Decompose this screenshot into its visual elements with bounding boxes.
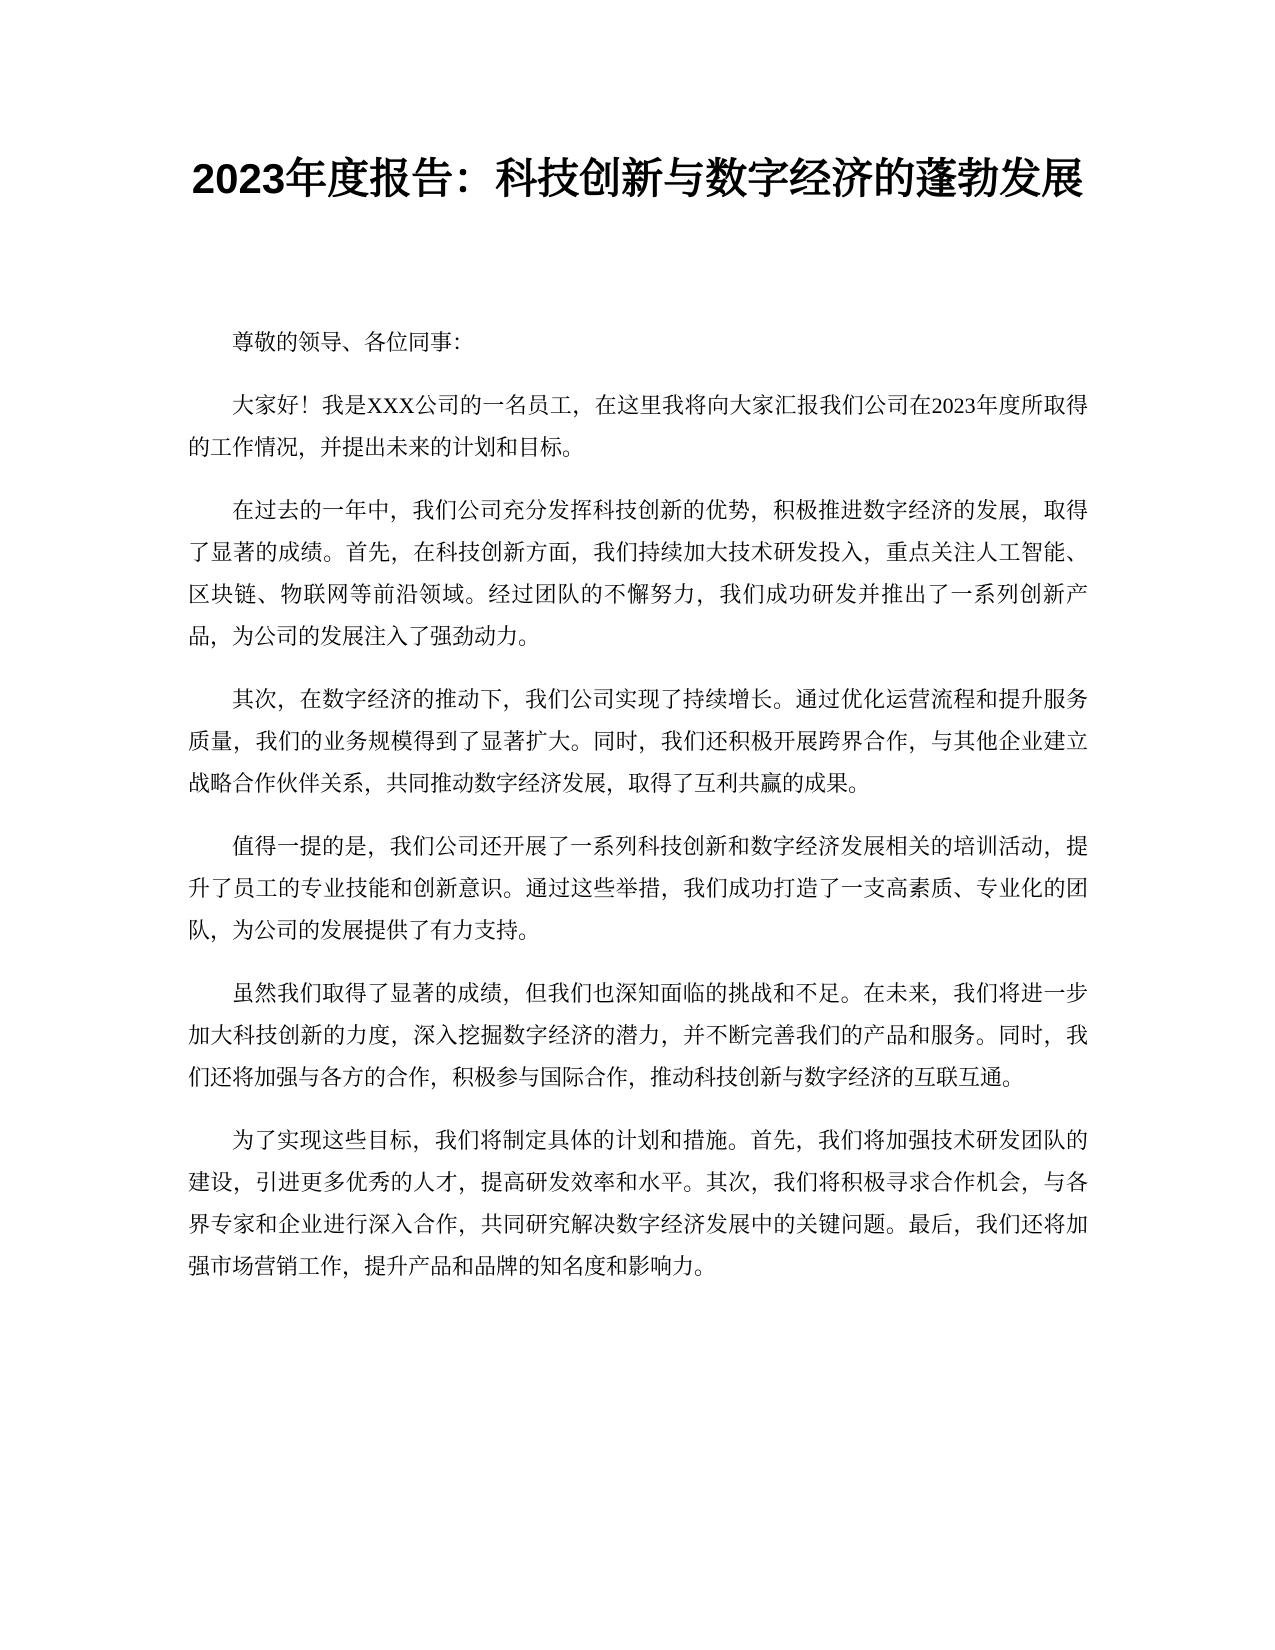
salutation-paragraph: 尊敬的领导、各位同事： (232, 330, 475, 355)
greeting-paragraph: 大家好！我是XXX公司的一名员工，在这里我将向大家汇报我们公司在2023年度所取得的工作情况，并提出未来的计划和目标。 (188, 393, 1088, 460)
document-body (188, 322, 1088, 1309)
document-title: 2023年度报告：科技创新与数字经济的蓬勃发展 (191, 155, 1084, 202)
training-paragraph: 值得一提的是，我们公司还开展了一系列科技创新和数字经济发展相关的培训活动，提升了员工的专业技能和创新意识。通过这些举措，我们成功打造了一支高素质、专业化的团队，为公司的发展提供了有力支持。 (188, 834, 1088, 943)
digital-economy-paragraph: 其次，在数字经济的推动下，我们公司实现了持续增长。通过优化运营流程和提升服务质量，我们的业务规模得到了显著扩大。同时，我们还积极开展跨界合作，与其他企业建立战略合作伙伴关系，共同推动数字经济发展，取得了互利共赢的成果。 (188, 687, 1088, 796)
plans-paragraph: 为了实现这些目标，我们将制定具体的计划和措施。首先，我们将加强技术研发团队的建设，引进更多优秀的人才，提高研发效率和水平。其次，我们将积极寻求合作机会，与各界专家和企业进行深入合作，共同研究解决数字经济发展中的关键问题。最后，我们还将加强市场营销工作，提升产品和品牌的知名度和影响力。 (188, 1128, 1088, 1279)
tech-innovation-paragraph: 在过去的一年中，我们公司充分发挥科技创新的优势，积极推进数字经济的发展，取得了显著的成绩。首先，在科技创新方面，我们持续加大技术研发投入，重点关注人工智能、区块链、物联网等前沿领域。经过团队的不懈努力，我们成功研发并推出了一系列创新产品，为公司的发展注入了强劲动力。 (188, 498, 1088, 649)
challenges-paragraph: 虽然我们取得了显著的成绩，但我们也深知面临的挑战和不足。在未来，我们将进一步加大科技创新的力度，深入挖掘数字经济的潜力，并不断完善我们的产品和服务。同时，我们还将加强与各方的合作，积极参与国际合作，推动科技创新与数字经济的互联互通。 (188, 981, 1088, 1090)
